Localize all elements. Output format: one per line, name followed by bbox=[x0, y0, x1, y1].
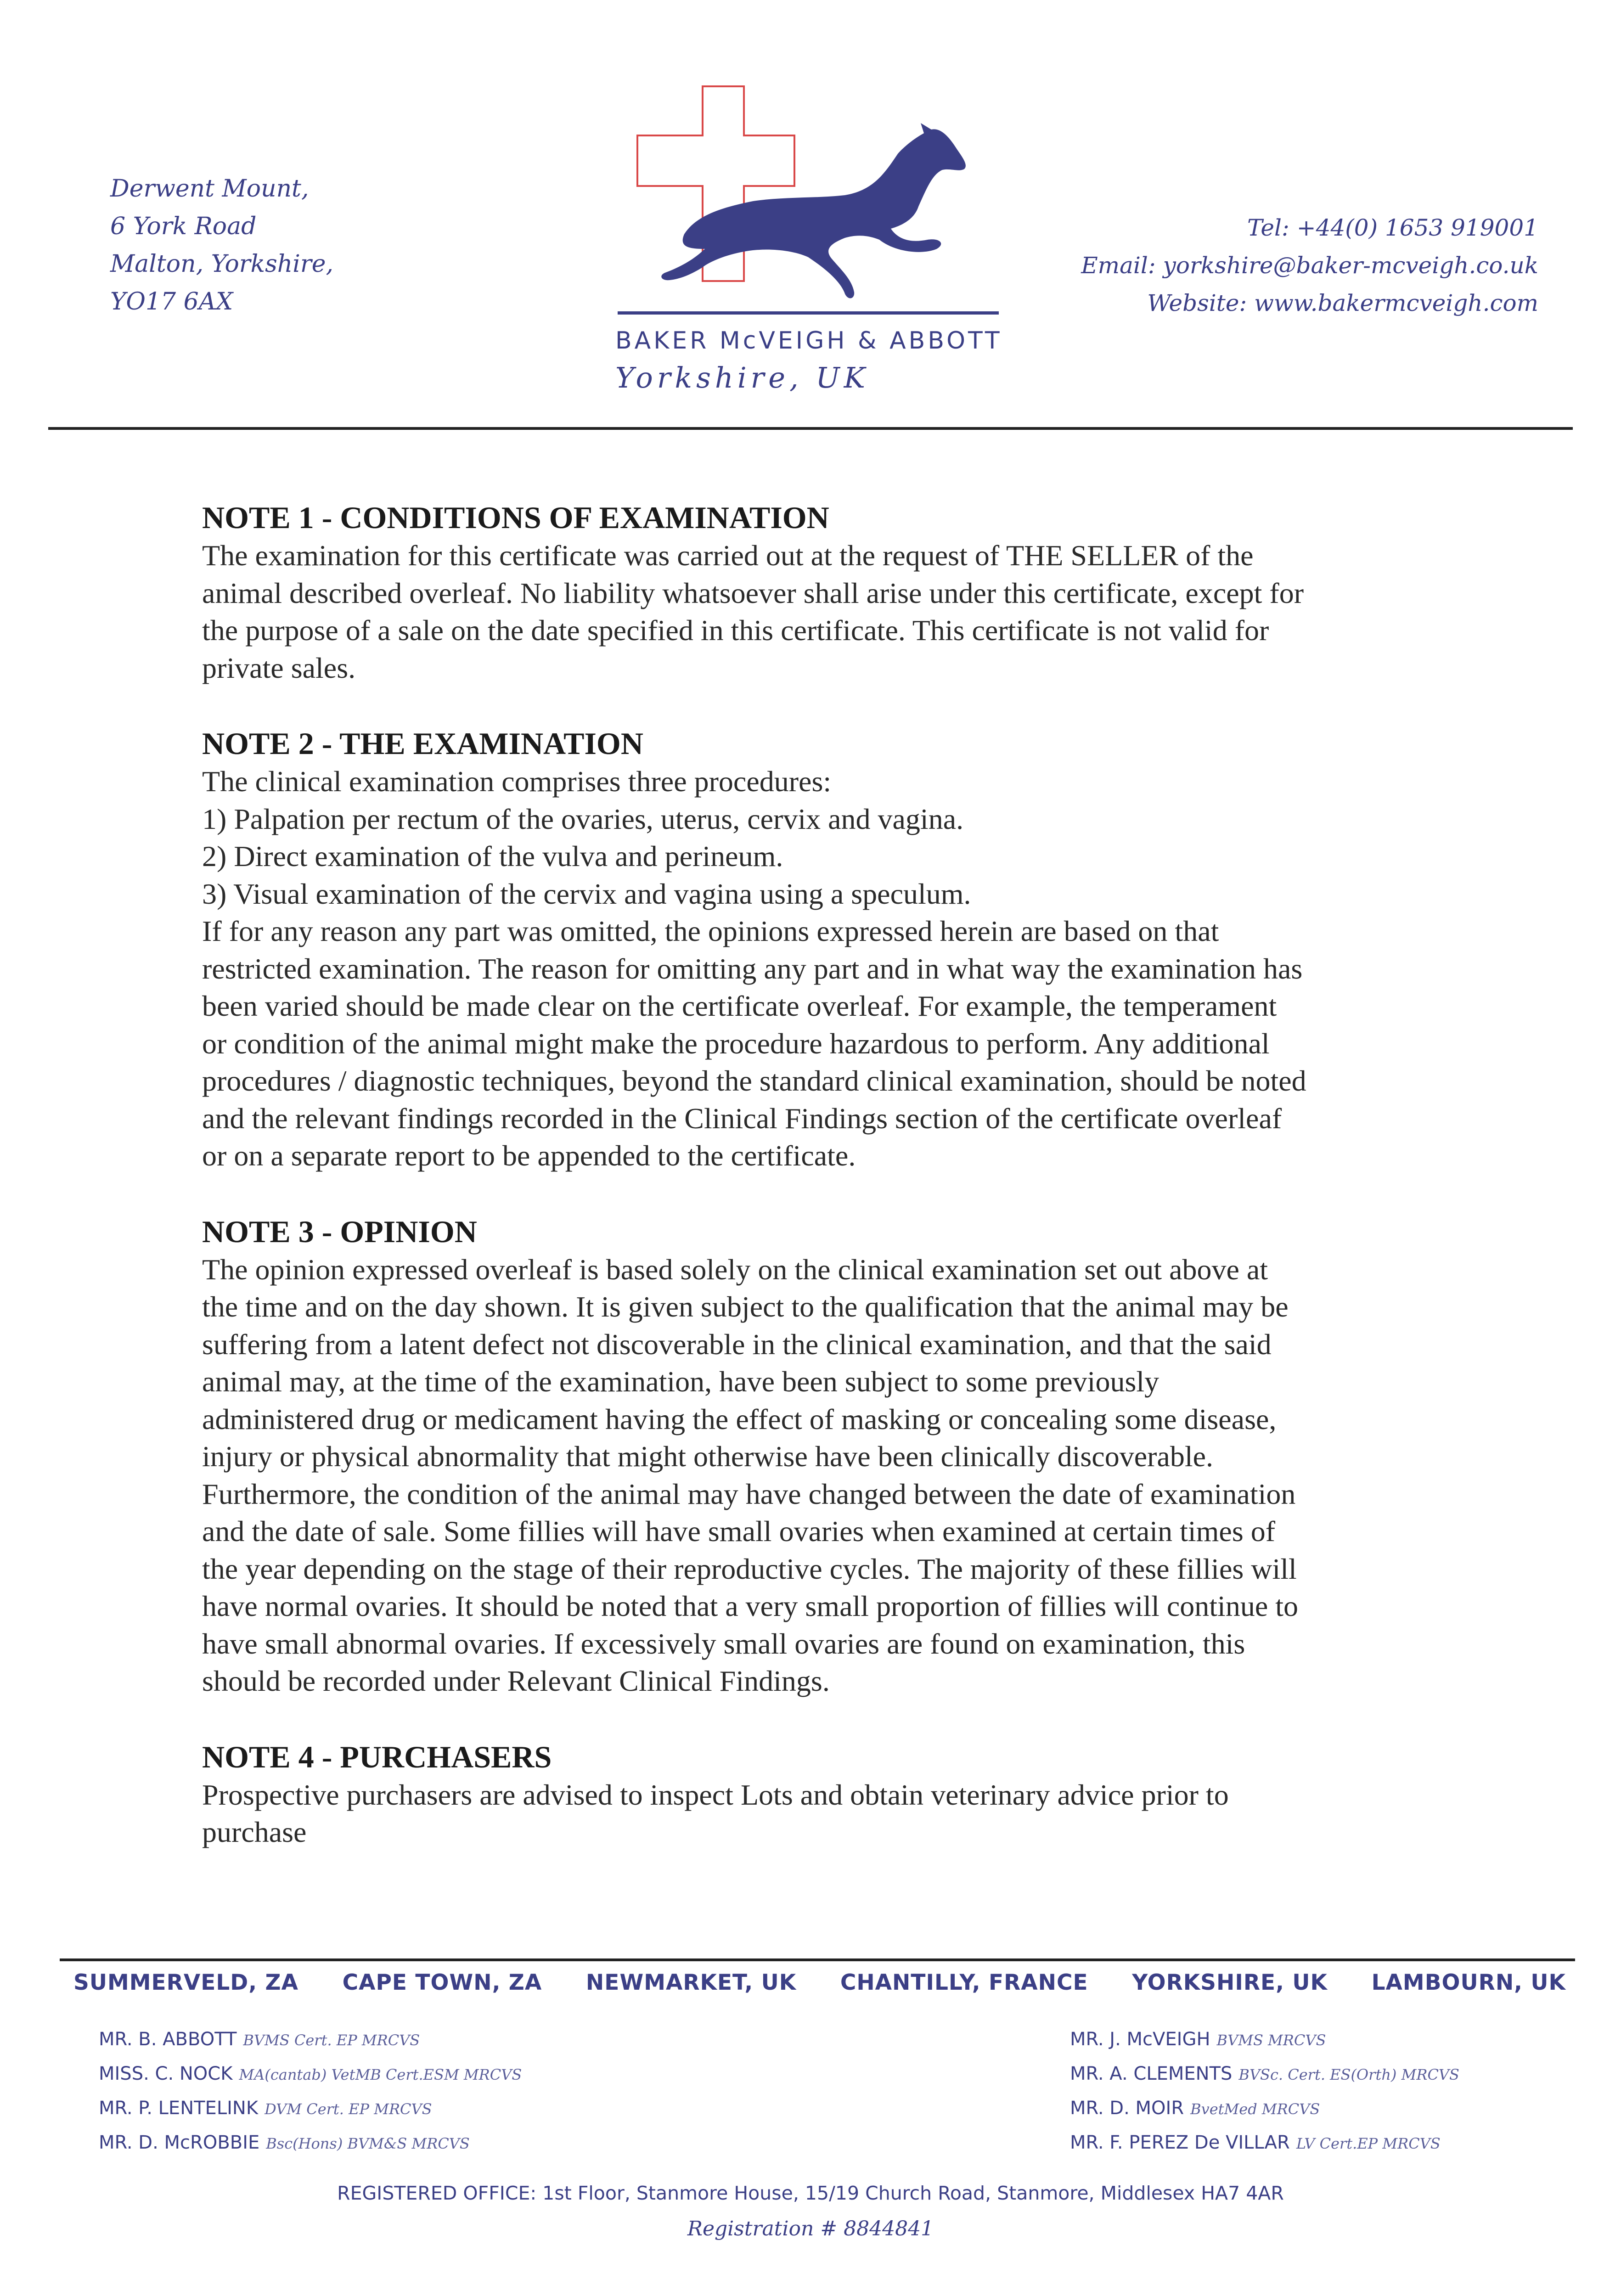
note-line: 3) Visual examination of the cervix and vagina using a speculum. bbox=[202, 877, 971, 910]
firm-location: Yorkshire, UK bbox=[615, 361, 869, 394]
note-line: suffering from a latent defect not discoverable in the clinical examination, and that the said bbox=[202, 1328, 1272, 1361]
staff-member bbox=[99, 2126, 522, 2161]
location-item: SUMMERVELD, ZA bbox=[73, 1970, 298, 1995]
note-line: administered drug or medicament having the effect of masking or concealing some disease, bbox=[202, 1402, 1277, 1435]
location-item: YORKSHIRE, UK bbox=[1132, 1970, 1328, 1995]
staff-member bbox=[1070, 2126, 1459, 2161]
note-line: 2) Direct examination of the vulva and perineum. bbox=[202, 840, 783, 872]
staff-list-left bbox=[99, 2023, 522, 2161]
staff-name: MR. P. LENTELINK bbox=[99, 2098, 259, 2119]
location-item: CHANTILLY, FRANCE bbox=[840, 1970, 1088, 1995]
note-heading: NOTE 1 - CONDITIONS OF EXAMINATION bbox=[202, 500, 829, 535]
note-line: restricted examination. The reason for omitting any part and in what way the examination has bbox=[202, 952, 1303, 985]
staff-qualifications: Bsc(Hons) BVM&S MRCVS bbox=[266, 2135, 470, 2152]
footer-divider bbox=[60, 1958, 1575, 1961]
staff-name: MR. D. McROBBIE bbox=[99, 2132, 260, 2153]
header-divider bbox=[48, 427, 1573, 430]
note-line: should be recorded under Relevant Clinical Findings. bbox=[202, 1665, 830, 1697]
note-line: Furthermore, the condition of the animal may have changed between the date of examination bbox=[202, 1477, 1296, 1510]
note-line: The clinical examination comprises three procedures: bbox=[202, 765, 832, 798]
office-address bbox=[110, 170, 333, 321]
staff-name: MR. J. McVEIGH bbox=[1070, 2029, 1210, 2050]
note-line: have normal ovaries. It should be noted that a very small proportion of fillies will continue to bbox=[202, 1590, 1298, 1622]
staff-member bbox=[99, 2057, 522, 2092]
office-locations bbox=[73, 1970, 1566, 1995]
staff-qualifications: BVMS Cert. EP MRCVS bbox=[243, 2032, 420, 2049]
note-line: The examination for this certificate was carried out at the request of THE SELLER of the bbox=[202, 539, 1254, 572]
note-line: If for any reason any part was omitted, the opinions expressed herein are based on that bbox=[202, 915, 1219, 947]
note-line: The opinion expressed overleaf is based solely on the clinical examination set out above at bbox=[202, 1253, 1268, 1286]
staff-member bbox=[99, 2092, 522, 2126]
note-line: or on a separate report to be appended to the certificate. bbox=[202, 1139, 856, 1172]
note-line: procedures / diagnostic techniques, beyond the standard clinical examination, should be noted bbox=[202, 1064, 1306, 1097]
note-1 bbox=[202, 498, 1460, 687]
telephone: Tel: +44(0) 1653 919001 bbox=[1247, 214, 1538, 241]
note-2 bbox=[202, 724, 1460, 1175]
staff-qualifications: LV Cert.EP MRCVS bbox=[1296, 2135, 1441, 2152]
location-item: LAMBOURN, UK bbox=[1371, 1970, 1566, 1995]
staff-list-right bbox=[1070, 2023, 1459, 2161]
location-item: NEWMARKET, UK bbox=[585, 1970, 797, 1995]
galloping-horse-icon bbox=[661, 123, 966, 298]
note-line: animal may, at the time of the examination, have been subject to some previously bbox=[202, 1365, 1159, 1398]
staff-member bbox=[99, 2023, 522, 2057]
website-link[interactable]: Website: www.bakermcveigh.com bbox=[1147, 290, 1538, 316]
note-line: and the date of sale. Some fillies will have small ovaries when examined at certain times of bbox=[202, 1515, 1276, 1548]
firm-name: BAKER McVEIGH & ABBOTT bbox=[615, 327, 1002, 355]
note-heading: NOTE 3 - OPINION bbox=[202, 1214, 477, 1249]
staff-member bbox=[1070, 2092, 1459, 2126]
note-line: the purpose of a sale on the date specified in this certificate. This certificate is not valid for bbox=[202, 614, 1269, 647]
staff-qualifications: MA(cantab) VetMB Cert.ESM MRCVS bbox=[239, 2066, 522, 2083]
staff-name: MR. D. MOIR bbox=[1070, 2098, 1184, 2119]
registered-office: REGISTERED OFFICE: 1st Floor, Stanmore House, 15/19 Church Road, Stanmore, Middlesex HA7 4AR bbox=[337, 2182, 1284, 2204]
staff-member bbox=[1070, 2057, 1459, 2092]
staff-qualifications: BVMS MRCVS bbox=[1216, 2032, 1326, 2049]
note-line: private sales. bbox=[202, 651, 356, 684]
staff-name: MR. A. CLEMENTS bbox=[1070, 2063, 1233, 2084]
address-line: Malton, Yorkshire, bbox=[110, 250, 334, 278]
note-heading: NOTE 4 - PURCHASERS bbox=[202, 1739, 552, 1774]
note-line: have small abnormal ovaries. If excessively small ovaries are found on examination, this bbox=[202, 1627, 1245, 1660]
address-line: YO17 6AX bbox=[110, 288, 233, 315]
logo-underline bbox=[618, 311, 999, 315]
address-line: Derwent Mount, bbox=[110, 175, 309, 203]
staff-member bbox=[1070, 2023, 1459, 2057]
staff-qualifications: DVM Cert. EP MRCVS bbox=[265, 2100, 432, 2118]
note-line: Prospective purchasers are advised to inspect Lots and obtain veterinary advice prior to bbox=[202, 1778, 1229, 1811]
staff-name: MR. B. ABBOTT bbox=[99, 2029, 237, 2050]
note-line: the year depending on the stage of their reproductive cycles. The majority of these fillies will bbox=[202, 1552, 1297, 1585]
staff-name: MISS. C. NOCK bbox=[99, 2063, 233, 2084]
staff-qualifications: BVSc. Cert. ES(Orth) MRCVS bbox=[1238, 2066, 1459, 2083]
staff-name: MR. F. PEREZ De VILLAR bbox=[1070, 2132, 1290, 2153]
note-line: and the relevant findings recorded in the Clinical Findings section of the certificate overleaf bbox=[202, 1102, 1282, 1135]
note-line: animal described overleaf. No liability whatsoever shall arise under this certificate, except for bbox=[202, 576, 1304, 609]
contact-details bbox=[1081, 209, 1538, 322]
location-item: CAPE TOWN, ZA bbox=[342, 1970, 542, 1995]
registration-number: Registration # 8844841 bbox=[687, 2217, 934, 2240]
notes-section bbox=[202, 498, 1460, 1889]
note-line: been varied should be made clear on the certificate overleaf. For example, the temperament bbox=[202, 990, 1277, 1022]
address-line: 6 York Road bbox=[110, 213, 257, 240]
note-line: purchase bbox=[202, 1816, 307, 1848]
note-line: injury or physical abnormality that might otherwise have been clinically discoverable. bbox=[202, 1440, 1213, 1473]
email-link[interactable]: Email: yorkshire@baker-mcveigh.co.uk bbox=[1081, 252, 1538, 279]
note-line: 1) Palpation per rectum of the ovaries, uterus, cervix and vagina. bbox=[202, 802, 964, 835]
note-heading: NOTE 2 - THE EXAMINATION bbox=[202, 726, 643, 761]
note-4 bbox=[202, 1738, 1460, 1851]
note-line: the time and on the day shown. It is given subject to the qualification that the animal may be bbox=[202, 1290, 1289, 1323]
note-3 bbox=[202, 1212, 1460, 1700]
horse-cross-logo bbox=[615, 78, 1010, 317]
staff-qualifications: BvetMed MRCVS bbox=[1190, 2100, 1320, 2118]
note-line: or condition of the animal might make the procedure hazardous to perform. Any additional bbox=[202, 1027, 1270, 1060]
